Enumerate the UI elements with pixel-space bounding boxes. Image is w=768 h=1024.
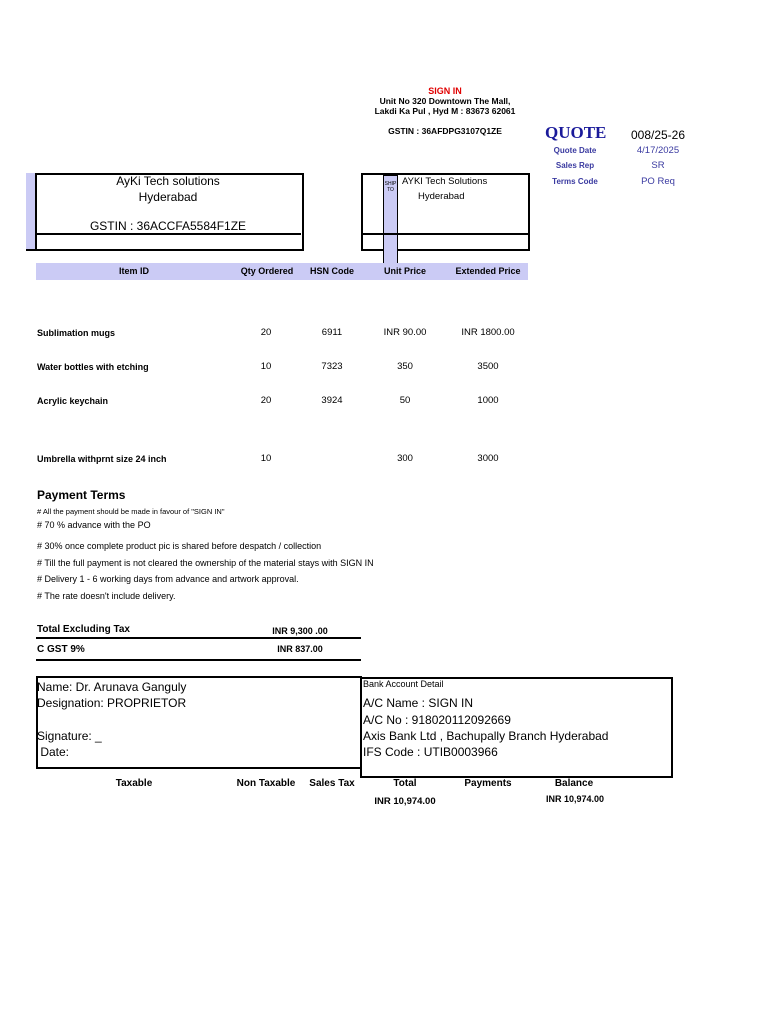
bank-details-heading: Bank Account Detail — [363, 679, 444, 689]
payment-term-line: # The rate doesn't include delivery. — [37, 591, 176, 601]
payment-terms-heading: Payment Terms — [37, 488, 126, 502]
terms-code: PO Req — [641, 176, 675, 187]
quote-date-label: Quote Date — [553, 146, 597, 155]
quote-date: 4/17/2025 — [636, 145, 680, 156]
bank-name: Axis Bank Ltd , Bachupally Branch Hyderabad — [363, 729, 609, 743]
company-name: SIGN IN — [428, 86, 462, 96]
bill-to-divider — [37, 233, 301, 235]
cgst-value: INR 837.00 — [277, 644, 323, 654]
table-row-unit-price: 300 — [397, 453, 413, 464]
cgst-label: C GST 9% — [37, 644, 85, 655]
summary-header-non-taxable: Non Taxable — [236, 778, 296, 789]
bank-ac-name: A/C Name : SIGN IN — [363, 696, 474, 710]
ship-to-city: Hyderabad — [418, 191, 465, 202]
summary-header-sales-tax: Sales Tax — [309, 778, 355, 789]
table-row-hsn: 3924 — [321, 395, 343, 406]
payment-term-line: # 70 % advance with the PO — [37, 520, 151, 530]
table-row-qty: 10 — [260, 361, 272, 372]
table-row-item: Sublimation mugs — [37, 328, 116, 338]
summary-header-balance: Balance — [554, 778, 594, 789]
quote-number: 008/25-26 — [630, 128, 686, 142]
table-row-unit-price: INR 90.00 — [383, 327, 427, 338]
bill-to-city: Hyderabad — [138, 190, 198, 204]
header-item-id: Item ID — [118, 266, 149, 276]
table-row-item: Acrylic keychain — [37, 396, 109, 406]
summary-header-total: Total — [393, 778, 417, 789]
ship-to-divider — [363, 233, 528, 235]
table-row-extended: 3000 — [477, 453, 499, 464]
company-address-line2: Lakdi Ka Pul , Hyd M : 83673 62061 — [374, 106, 516, 116]
table-row-unit-price: 350 — [397, 361, 413, 372]
bill-to-name: AyKi Tech solutions — [116, 174, 220, 188]
header-unit-price: Unit Price — [383, 266, 426, 276]
table-row-item: Umbrella withprnt size 24 inch — [37, 454, 167, 464]
payment-term-line: # All the payment should be made in favour of "SIGN IN" — [37, 507, 225, 516]
table-row-item: Water bottles with etching — [37, 362, 149, 372]
summary-header-payments: Payments — [464, 778, 512, 789]
total-excluding-tax-value: INR 9,300 .00 — [272, 626, 328, 636]
summary-balance: INR 10,974.00 — [545, 794, 605, 804]
table-row-qty: 20 — [260, 327, 272, 338]
table-row-extended: 3500 — [477, 361, 499, 372]
header-hsn-code: HSN Code — [309, 266, 354, 276]
summary-header-taxable: Taxable — [115, 778, 153, 789]
table-row-unit-price: 50 — [399, 395, 411, 406]
summary-total: INR 10,974.00 — [374, 796, 436, 807]
signature-date: Date: — [37, 745, 70, 759]
table-row-extended: 1000 — [477, 395, 499, 406]
payment-term-line: # 30% once complete product pic is shared before despatch / collection — [37, 541, 322, 551]
table-row-extended: INR 1800.00 — [461, 327, 515, 338]
sales-rep-label: Sales Rep — [555, 161, 595, 170]
table-row-hsn: 7323 — [321, 361, 343, 372]
bill-to-gstin: GSTIN : 36ACCFA5584F1ZE — [89, 219, 247, 233]
quote-title: QUOTE — [545, 123, 607, 142]
table-row-hsn: 6911 — [321, 327, 343, 338]
payment-term-line: # Till the full payment is not cleared the ownership of the material stays with SIGN IN — [37, 558, 374, 568]
header-extended-price: Extended Price — [455, 266, 521, 276]
table-row-qty: 20 — [260, 395, 272, 406]
company-gstin: GSTIN : 36AFDPG3107Q1ZE — [388, 126, 502, 136]
bank-ac-no: A/C No : 918020112092669 — [363, 713, 511, 727]
header-qty-ordered: Qty Ordered — [240, 266, 294, 276]
signatory-designation: Designation: PROPRIETOR — [37, 696, 187, 710]
company-address-line1: Unit No 320 Downtown The Mall, — [379, 96, 511, 106]
signature-field: Signature: _ — [37, 729, 102, 743]
signatory-name: Name: Dr. Arunava Ganguly — [37, 680, 187, 694]
terms-code-label: Terms Code — [552, 177, 598, 186]
payment-term-line: # Delivery 1 - 6 working days from advance and artwork approval. — [37, 574, 299, 584]
ship-to-name: AYKI Tech Solutions — [402, 176, 488, 187]
table-row-qty: 10 — [260, 453, 272, 464]
sales-rep: SR — [651, 160, 665, 171]
total-excluding-tax-label: Total Excluding Tax — [37, 624, 130, 635]
bank-details-box — [360, 677, 673, 778]
bank-ifs-code: IFS Code : UTIB0003966 — [363, 745, 498, 759]
totals-divider — [36, 637, 361, 639]
totals-divider — [36, 659, 361, 661]
ship-to-label: SHIP TO — [384, 181, 397, 193]
